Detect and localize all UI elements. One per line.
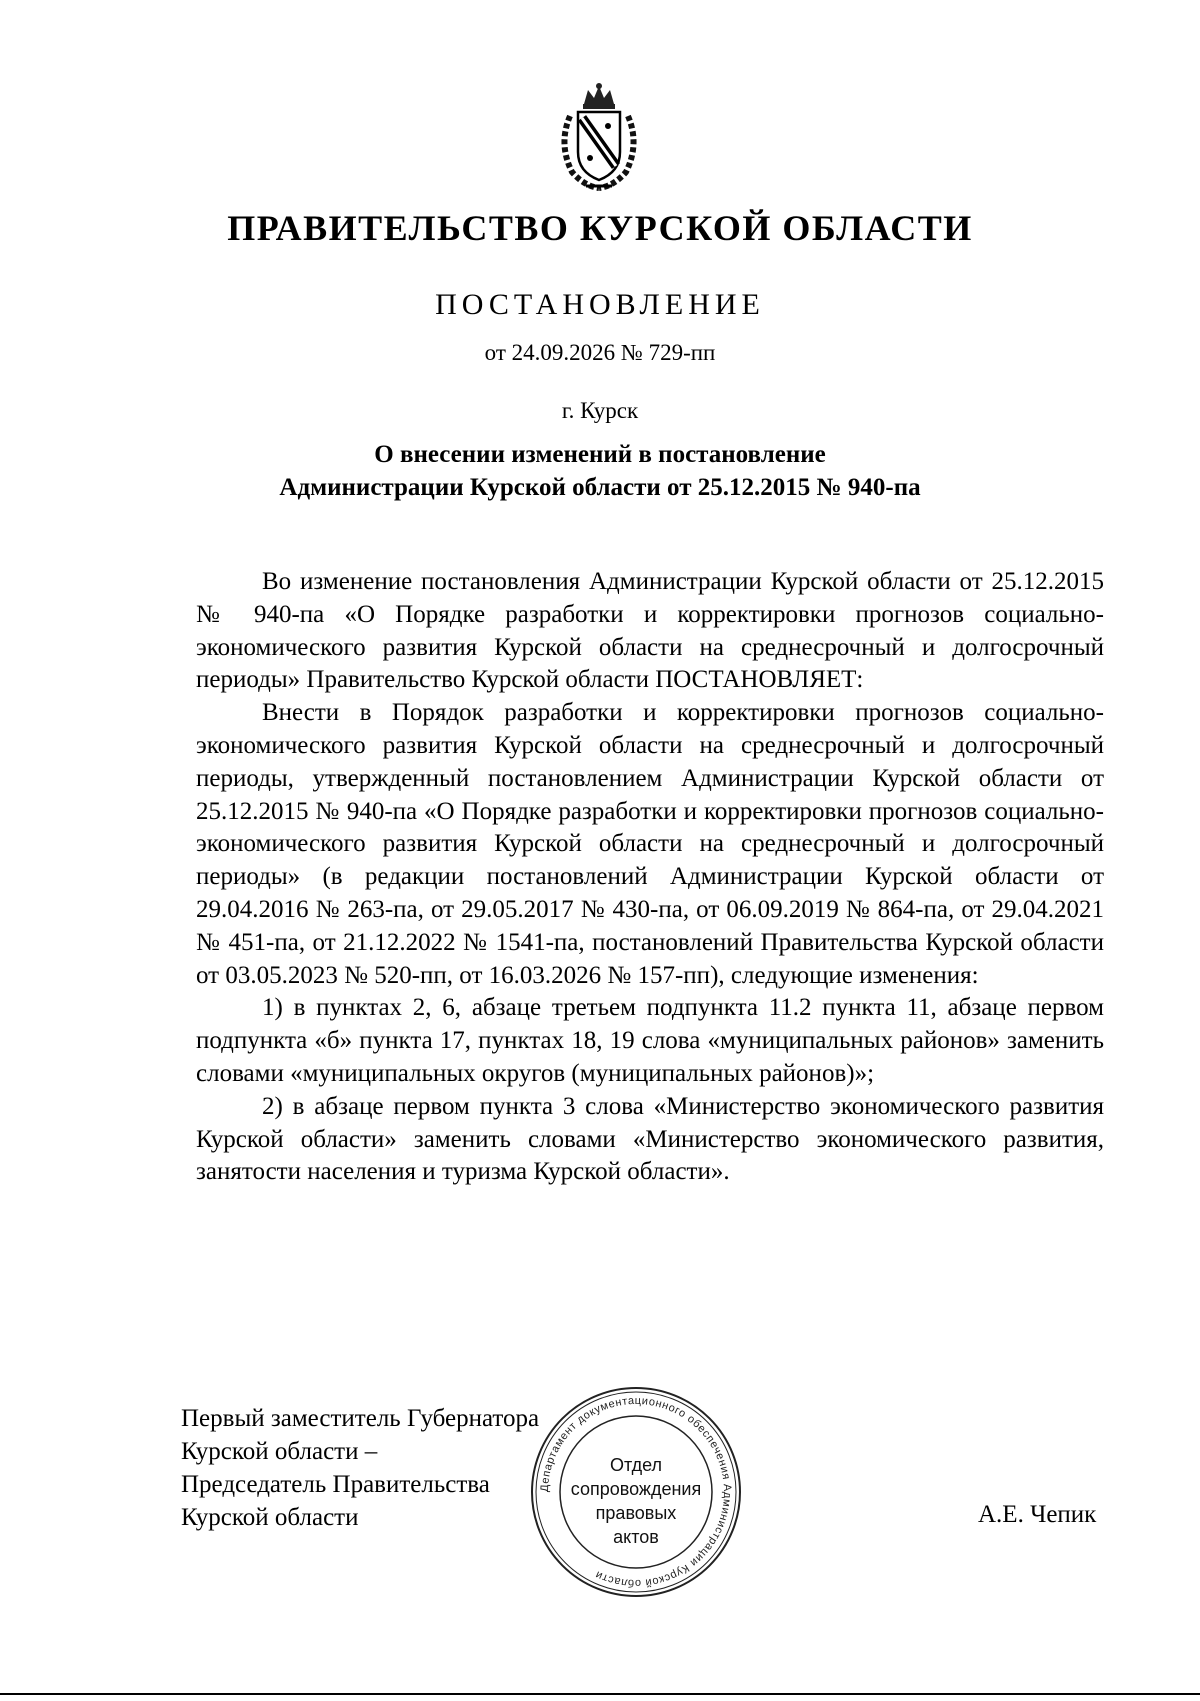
organization-title: ПРАВИТЕЛЬСТВО КУРСКОЙ ОБЛАСТИ xyxy=(227,208,973,248)
signer-position-line: Курской области xyxy=(181,1504,359,1531)
body-paragraph: Во изменение постановления Администрации Курской области от 25.12.2015 № 940-па «О Порядке разработки и корректировки прогнозов социально-экономического развития Курской области на среднесрочный и долгосрочный периоды» Правительство Курской области ПОСТАНОВЛЯЕТ: xyxy=(196,568,1104,694)
document-type: ПОСТАНОВЛЕНИЕ xyxy=(435,288,765,321)
document-body xyxy=(196,566,1104,1189)
body-paragraph: Внести в Порядок разработки и корректировки прогнозов социально-экономического развития Курской области на среднесрочный и долгосрочный периоды, утвержденный постановлением Администрации Курской области от 25.12.2015 № 940-па «О Порядке разработки и корректировки прогнозов социально-экономического развития Курской области на среднесрочный и долгосрочный периоды» (в редакции постановлений Администрации Курской области от 29.04.2016 № 263-па, от 29.05.2017 № 430-па, от 06.09.2019 № 864-па, от 29.04.2021 № 451-па, от 21.12.2022 № 1541-па, постановлений Правительства Курской области от 03.05.2023 № 520-пп, от 16.03.2026 № 157-пп), следующие изменения: xyxy=(196,699,1104,989)
document-subject xyxy=(0,438,1200,504)
stamp-line: правовых xyxy=(595,1503,677,1523)
signer-name: А.Е. Чепик xyxy=(978,1501,1097,1528)
stamp-line: сопровождения xyxy=(570,1479,702,1499)
document-date-number: от 24.09.2026 № 729-пп xyxy=(484,340,716,365)
signer-position-line: Курской области – xyxy=(181,1438,378,1465)
page-bottom-rule xyxy=(0,1693,1200,1695)
body-paragraph: 1) в пунктах 2, 6, абзаце третьем подпункта 11.2 пункта 11, абзаце первом подпункта «б» пункта 17, пунктах 18, 19 слова «муниципальных районов» заменить словами «муниципальных округов (муниципальных районов)»; xyxy=(196,994,1104,1087)
signer-position xyxy=(181,1402,539,1534)
stamp-line: Отдел xyxy=(609,1455,663,1475)
document-city: г. Курск xyxy=(561,398,639,423)
stamp-center-text xyxy=(556,1453,716,1549)
stamp-line: актов xyxy=(613,1527,659,1547)
coat-of-arms-icon xyxy=(552,82,646,194)
body-paragraph: 2) в абзаце первом пункта 3 слова «Министерство экономического развития Курской области» заменить словами «Министерство экономического развития, занятости населения и туризма Курской области». xyxy=(196,1092,1104,1186)
subject-line-1: О внесении изменений в постановление xyxy=(374,441,826,468)
signer-position-line: Председатель Правительства xyxy=(181,1471,490,1498)
subject-line-2: Администрации Курской области от 25.12.2015 № 940-па xyxy=(279,474,921,501)
signer-position-line: Первый заместитель Губернатора xyxy=(181,1405,540,1432)
stamp-ring-text: Департамент документационного обеспечения Администрации Курской области xyxy=(538,1394,734,1590)
